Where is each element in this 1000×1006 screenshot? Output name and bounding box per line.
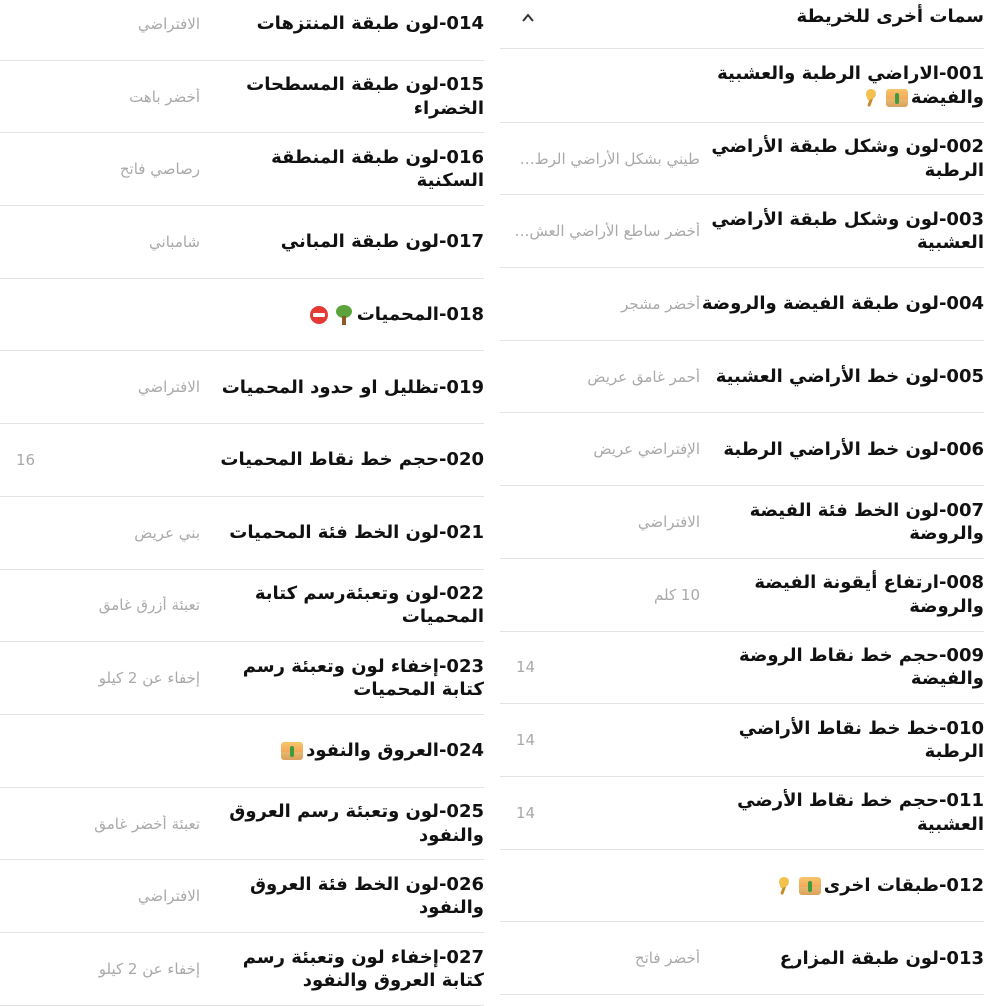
- settings-row[interactable]: [500, 922, 984, 995]
- row-label: [200, 739, 484, 762]
- settings-row[interactable]: [500, 559, 984, 632]
- settings-row[interactable]: [0, 0, 484, 61]
- tree-icon: [334, 305, 354, 325]
- row-number: 018-: [438, 303, 484, 325]
- row-value: أخضر ساطع الأراضي العش…: [514, 222, 700, 241]
- row-label: [700, 571, 984, 618]
- row-number: 015-: [438, 74, 484, 96]
- settings-row[interactable]: [500, 341, 984, 414]
- row-number: 007-: [938, 499, 984, 521]
- row-title: الاراضي الرطبة والعشبية والفيضة: [717, 63, 984, 108]
- row-number: 012-: [938, 874, 984, 896]
- row-title: لون وتعبئة رسم العروق والنفود: [229, 801, 484, 846]
- row-number: 019-: [438, 376, 484, 398]
- row-value: أخضر باهت: [129, 87, 200, 106]
- row-number: 027-: [438, 946, 484, 968]
- row-value: الافتراضي: [137, 14, 200, 33]
- no-entry-icon: [310, 306, 328, 324]
- settings-row[interactable]: [0, 497, 484, 570]
- row-label: [700, 62, 984, 109]
- settings-row[interactable]: [500, 486, 984, 559]
- row-value: تعبئة أخضر غامق: [94, 814, 200, 833]
- settings-row[interactable]: [0, 642, 484, 715]
- row-value: أخضر فاتح: [634, 949, 700, 968]
- settings-row[interactable]: [500, 123, 984, 196]
- row-title: لون طبقة المنتزهات: [256, 13, 439, 35]
- row-title: لون وتعبئةرسم كتابة المحميات: [254, 583, 484, 628]
- row-number: 025-: [438, 801, 484, 823]
- row-title: لون الخط فئة الفيضة والروضة: [749, 499, 984, 545]
- row-value: الافتراضي: [137, 378, 200, 397]
- desert-icon: [886, 89, 908, 107]
- row-value: تعبئة أزرق غامق: [98, 596, 200, 615]
- grain-icon: [775, 876, 793, 896]
- row-title: تظليل او حدود المحميات: [221, 376, 439, 398]
- right-column: [500, 0, 984, 1000]
- row-title: ارتفاع أيقونة الفيضة والروضة: [754, 572, 984, 617]
- desert-icon: [799, 877, 821, 895]
- row-label: [700, 438, 984, 461]
- row-value: رصاصي فاتح: [119, 160, 200, 179]
- row-label: [200, 73, 484, 120]
- row-value: أحمر غامق عريض: [587, 367, 700, 386]
- row-title: لون طبقة المنطقة السكنية: [271, 146, 484, 192]
- row-value: طيني بشكل الأراضي الرط…: [519, 149, 700, 168]
- section-title: سمات أخرى للخريطة: [796, 6, 984, 27]
- row-label: [700, 365, 984, 388]
- settings-row[interactable]: [0, 933, 484, 1006]
- section-header[interactable]: [500, 0, 984, 49]
- row-number: 017-: [438, 231, 484, 253]
- settings-row[interactable]: [500, 632, 984, 705]
- row-number: 023-: [438, 655, 484, 677]
- settings-row[interactable]: [0, 424, 484, 497]
- row-number: 010-: [938, 717, 984, 739]
- settings-row[interactable]: [500, 50, 984, 123]
- row-number: 002-: [938, 136, 984, 158]
- row-label: [700, 874, 984, 897]
- desert-icon: [281, 742, 303, 760]
- row-label: [200, 448, 484, 471]
- row-title: خط خط نقاط الأراضي الرطبة: [738, 717, 984, 763]
- settings-row[interactable]: [0, 206, 484, 279]
- settings-row[interactable]: [0, 860, 484, 933]
- settings-row[interactable]: [0, 279, 484, 352]
- grain-icon: [862, 88, 880, 108]
- settings-row[interactable]: [0, 61, 484, 134]
- row-title: لون الخط فئة المحميات: [229, 522, 439, 544]
- row-label: [700, 644, 984, 691]
- row-label: [200, 230, 484, 253]
- row-label: [200, 376, 484, 399]
- row-number: 024-: [438, 740, 484, 762]
- row-title: حجم خط نقاط المحميات: [220, 449, 439, 471]
- row-value: شامباني: [149, 232, 200, 251]
- row-number: 009-: [938, 645, 984, 667]
- settings-row[interactable]: [500, 777, 984, 850]
- row-title: طبقات اخرى: [823, 874, 939, 896]
- row-title: لون طبقة المباني: [280, 231, 439, 253]
- row-title: إخفاء لون وتعبئة رسم كتابة العروق والنفود: [242, 946, 484, 991]
- row-title: لون طبقة الفيضة والروضة: [701, 293, 939, 315]
- settings-row[interactable]: [0, 788, 484, 861]
- row-value: 14: [516, 658, 536, 677]
- left-column: [0, 0, 484, 1000]
- row-label: [700, 717, 984, 764]
- row-title: لون طبقة المسطحات الخضراء: [246, 74, 484, 119]
- row-number: 004-: [938, 293, 984, 315]
- row-number: 006-: [938, 438, 984, 460]
- row-value: 14: [516, 731, 536, 750]
- row-value: أخضر مشجر: [621, 294, 700, 313]
- row-label: [700, 789, 984, 836]
- row-value: 14: [516, 803, 536, 822]
- row-value: بني عريض: [134, 523, 200, 542]
- row-label: [200, 303, 484, 326]
- row-title: حجم خط نقاط الروضة والفيضة: [739, 645, 984, 690]
- row-title: لون خط الأراضي العشبية: [715, 365, 939, 387]
- settings-row[interactable]: [500, 850, 984, 923]
- row-title: لون الخط فئة العروق والنفود: [249, 873, 484, 919]
- row-value: الافتراضي: [137, 887, 200, 906]
- settings-row[interactable]: [0, 715, 484, 788]
- row-number: 026-: [438, 873, 484, 895]
- row-label: [200, 521, 484, 544]
- chevron-up-icon[interactable]: [522, 12, 534, 24]
- row-title: إخفاء لون وتعبئة رسم كتابة المحميات: [242, 655, 484, 701]
- row-number: 005-: [938, 365, 984, 387]
- row-number: 013-: [938, 947, 984, 969]
- row-label: [200, 800, 484, 847]
- row-title: لون وشكل طبقة الأراضي العشبية: [711, 208, 984, 254]
- row-number: 008-: [938, 572, 984, 594]
- settings-row[interactable]: [500, 414, 984, 487]
- row-label: [200, 946, 484, 993]
- row-title: لون طبقة المزارع: [779, 947, 939, 969]
- row-label: [700, 135, 984, 182]
- row-label: [200, 12, 484, 35]
- row-label: [200, 655, 484, 702]
- row-value: الإفتراضي عريض: [593, 440, 700, 459]
- row-label: [200, 582, 484, 629]
- row-value: إخفاء عن 2 كيلو: [98, 959, 200, 978]
- row-value: إخفاء عن 2 كيلو: [98, 669, 200, 688]
- row-number: 014-: [438, 13, 484, 35]
- settings-row[interactable]: [500, 195, 984, 268]
- row-value: 10 كلم: [654, 585, 700, 604]
- row-number: 011-: [938, 790, 984, 812]
- row-title: العروق والنفود: [306, 740, 439, 762]
- row-value: 16: [16, 451, 36, 470]
- settings-row[interactable]: [0, 352, 484, 425]
- row-label: [200, 873, 484, 920]
- row-number: 021-: [438, 522, 484, 544]
- settings-row[interactable]: [0, 570, 484, 643]
- settings-row[interactable]: [500, 268, 984, 341]
- row-label: [700, 947, 984, 970]
- settings-row[interactable]: [0, 133, 484, 206]
- row-number: 020-: [438, 449, 484, 471]
- row-number: 003-: [938, 208, 984, 230]
- row-value: الافتراضي: [637, 513, 700, 532]
- row-number: 001-: [938, 63, 984, 85]
- row-number: 016-: [438, 146, 484, 168]
- row-title: حجم خط نقاط الأرضي العشبية: [737, 790, 984, 835]
- row-title: لون وشكل طبقة الأراضي الرطبة: [711, 136, 984, 181]
- row-label: [700, 499, 984, 546]
- row-number: 022-: [438, 583, 484, 605]
- row-label: [700, 208, 984, 255]
- row-title: لون خط الأراضي الرطبة: [723, 438, 939, 460]
- row-label: [700, 292, 984, 315]
- row-label: [200, 146, 484, 193]
- settings-row[interactable]: [500, 704, 984, 777]
- row-title: المحميات: [356, 303, 439, 325]
